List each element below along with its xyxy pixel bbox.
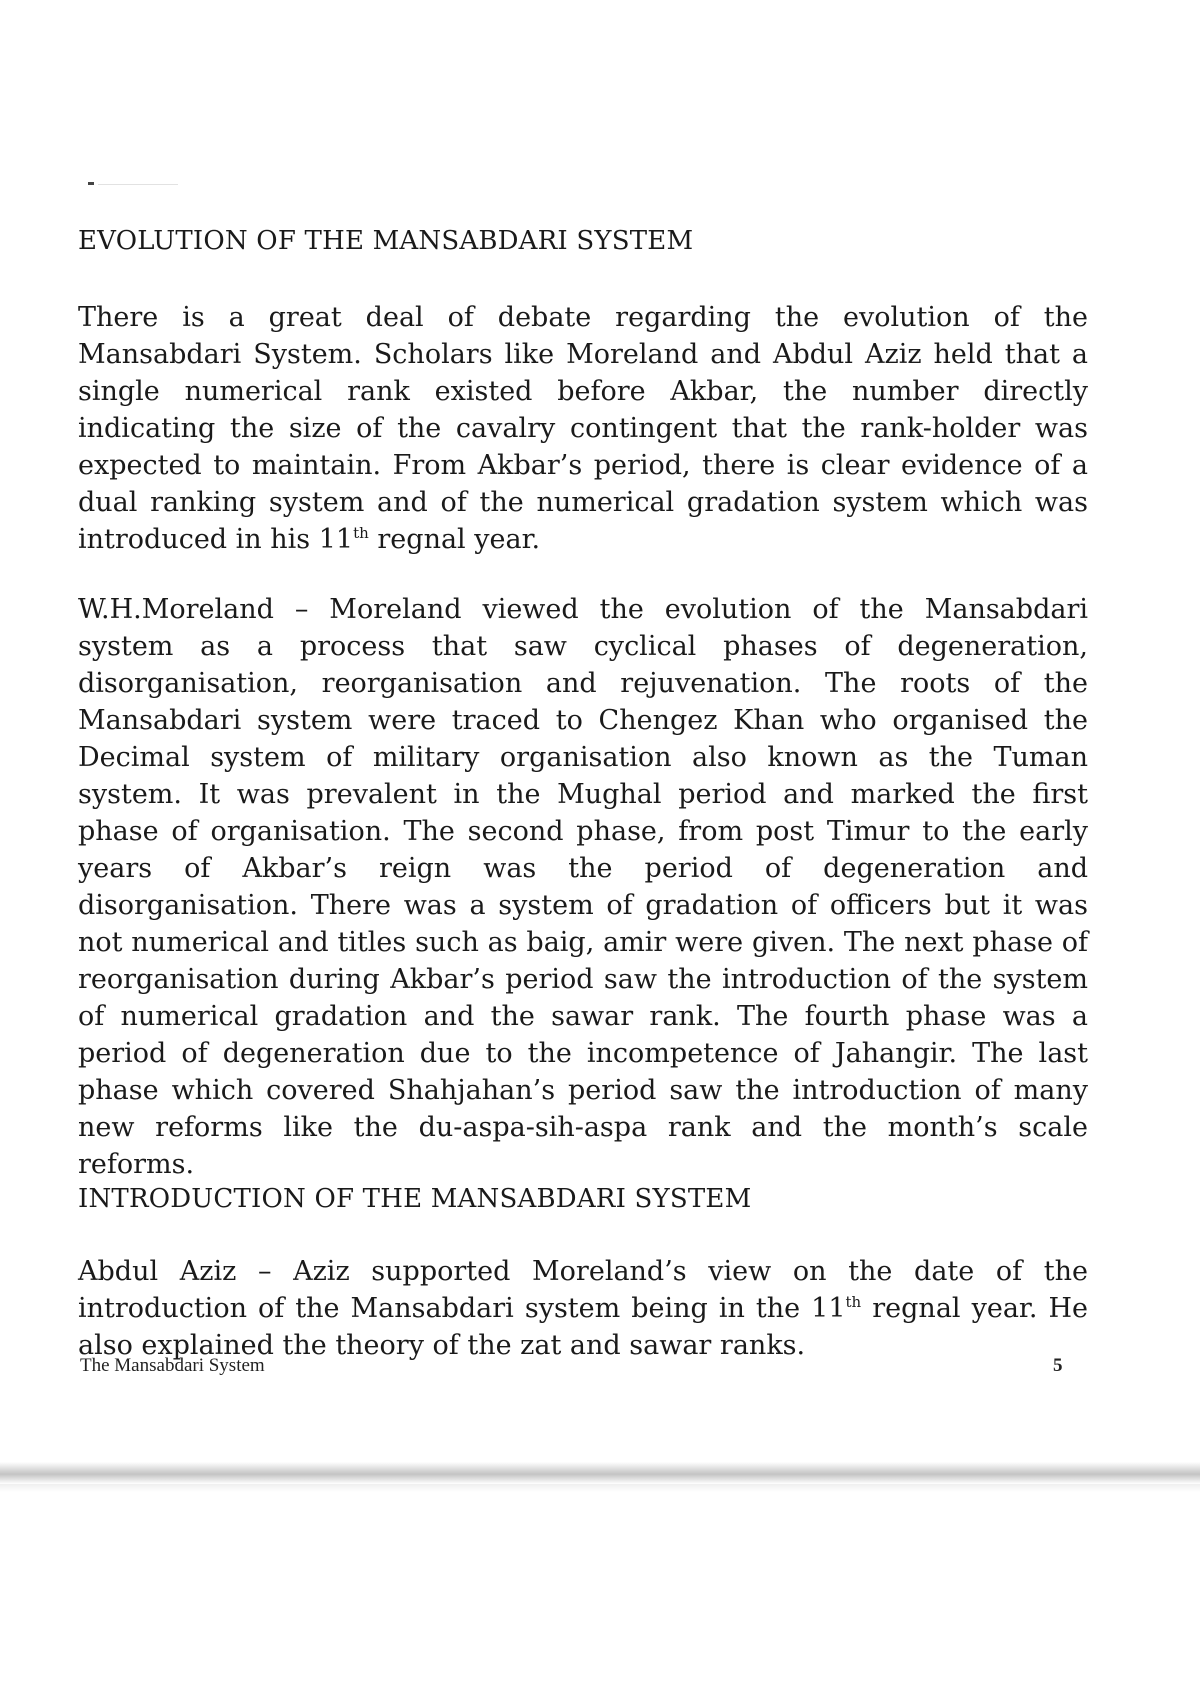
stray-mark [88, 182, 94, 185]
paragraph-aziz [78, 1253, 1088, 1364]
paragraph-moreland: W.H.Moreland – Moreland viewed the evolution of the Mansabdari system as a process that saw cyclical phases of degeneration, disorganisation, reorganisation and rejuvenation. The roots of the Mansabdari system were traced to Chengez Khan who organised the Decimal system of military organisation also known as the Tuman system. It was prevalent in the Mughal period and marked the first phase of organisation. The second phase, from post Timur to the early years of Akbar’s reign was the period of degeneration and disorganisation. There was a system of gradation of officers but it was not numerical and titles such as baig, amir were given. The next phase of reorganisation during Akbar’s period saw the introduction of the system of numerical gradation and the sawar rank. The fourth phase was a period of degeneration due to the incompetence of Jahangir. The last phase which covered Shahjahan’s period saw the introduction of many new reforms like the du-aspa-sih-aspa rank and the month’s scale reforms. [78, 593, 1088, 1180]
page-edge [0, 1462, 1200, 1484]
paragraph-intro-tail: regnal year. [368, 523, 541, 555]
document-body [78, 225, 1088, 1397]
footer-title: The Mansabdari System [80, 1355, 265, 1376]
page-edge-shadow [0, 1484, 1200, 1492]
heading-evolution: EVOLUTION OF THE MANSABDARI SYSTEM [78, 226, 694, 256]
heading-introduction: INTRODUCTION OF THE MANSABDARI SYSTEM [78, 1183, 752, 1214]
paragraph-intro-text: There is a great deal of debate regarding the evolution of the Mansabdari System. Scholars like Moreland and Abdul Aziz held that a single numerical rank existed before Akbar, the number directly indicating the size of the cavalry contingent that the rank-holder was expected to maintain. From Akbar’s period, there is clear evidence of a dual ranking system and of the numerical gradation system which was introduced in his 11 [78, 301, 1088, 555]
paragraph-aziz-text: Abdul Aziz – Aziz supported Moreland’s view on the date of the introduction of the Mansabdari system being in the 11 [78, 1255, 1088, 1324]
paragraph-intro [78, 299, 1088, 558]
ordinal-suffix: th [845, 1292, 862, 1311]
page-number: 5 [1053, 1355, 1063, 1376]
ordinal-suffix: th [353, 523, 369, 542]
paragraph-aziz-tail: regnal year. He also explained the theory of the zat and sawar ranks. [78, 1292, 1088, 1361]
faint-rule [98, 184, 178, 185]
